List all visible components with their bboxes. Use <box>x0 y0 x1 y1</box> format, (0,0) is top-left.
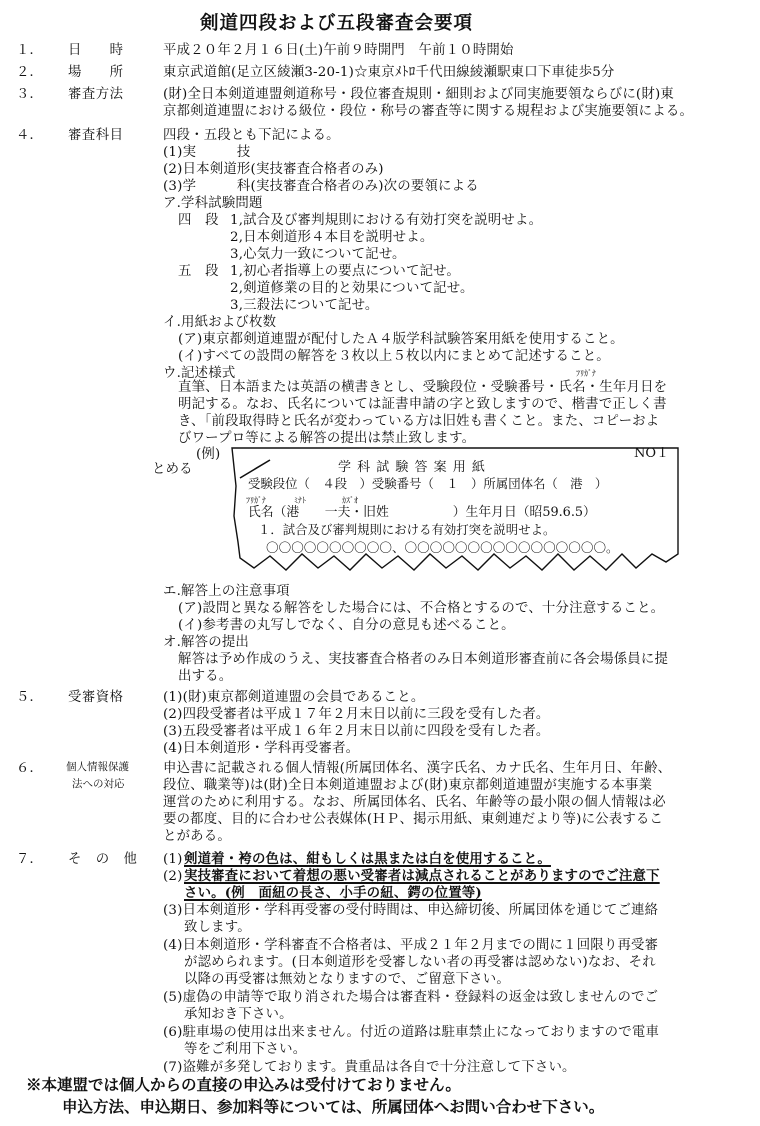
section-4-number: ４. <box>16 128 34 143</box>
privacy-line-3: 運営のために利用する。なお、所属団体名、氏名、年齢等の最小限の個人情報は必 <box>163 795 666 810</box>
section-7-label: そ の 他 <box>68 852 138 867</box>
other-2-line-2: さい。(例 面紐の長さ、小手の紐、鍔の位置等) <box>184 885 482 901</box>
godan-question-2: 2,剣道修業の目的と効果について記せ。 <box>230 281 474 296</box>
section-4-item-1: (1)実 技 <box>163 145 251 160</box>
section-6-number: ６. <box>16 761 34 776</box>
answer-notes-heading: エ.解答上の注意事項 <box>163 584 290 599</box>
section-4-item-2: (2)日本剣道形(実技審査合格者のみ) <box>163 162 384 177</box>
format-line-4: びワープロ等による解答の提出は禁止致します。 <box>178 431 476 446</box>
section-2-number: ２. <box>16 65 34 80</box>
paper-rule-1: (ア)東京都剣道連盟が配付したＡ４版学科試験答案用紙を使用すること。 <box>178 332 624 347</box>
section-5-number: ５. <box>16 690 34 705</box>
eligibility-1: (1)(財)東京都剣道連盟の会員であること。 <box>163 690 425 705</box>
section-7-number: ７. <box>16 852 34 867</box>
other-5-line-2: 承知おき下さい。 <box>184 1007 293 1022</box>
eligibility-4: (4)日本剣道形・学科再受審者。 <box>163 741 360 756</box>
privacy-line-1: 申込書に記載される個人情報(所属団体名、漢字氏名、カナ氏名、生年月日、年齢、 <box>163 761 672 776</box>
format-heading: ウ.記述様式 <box>163 366 236 381</box>
eligibility-2: (2)四段受審者は平成１７年２月末日以前に三段を受有した者。 <box>163 707 550 722</box>
other-1-text: 剣道着・袴の色は、紺もしくは黒または白を使用すること。 <box>184 851 551 867</box>
form-title: 学 科 試 験 答 案 用 紙 <box>338 460 486 475</box>
section-5-label: 受審資格 <box>68 690 124 705</box>
godan-question-1: 1,初心者指導上の要点について記せ。 <box>230 264 460 279</box>
furigana-ruby: ﾌﾘｶﾞﾅ <box>576 369 596 378</box>
privacy-line-5: とがある。 <box>163 829 231 844</box>
form-ruby-furigana: ﾌﾘｶﾞﾅ <box>246 496 266 505</box>
paper-heading: イ.用紙および枚数 <box>163 315 277 330</box>
form-row-name: 氏名（港 一夫・旧姓 ）生年月日（昭59.6.5） <box>248 505 596 520</box>
section-4-item-3: (3)学 科(実技審査合格者のみ)次の要領による <box>163 179 479 194</box>
submission-heading: オ.解答の提出 <box>163 635 249 650</box>
section-4-intro: 四段・五段とも下記による。 <box>163 128 340 143</box>
format-line-1: 直筆、日本語または英語の横書きとし、受験段位・受験番号・氏名・生年月日を <box>178 380 668 395</box>
yondan-question-1: 1,試合及び審判規則における有効打突を説明せよ。 <box>230 213 543 228</box>
section-2-label: 場 所 <box>68 65 124 80</box>
section-2-text: 東京武道館(足立区綾瀬3-20-1)☆東京ﾒﾄﾛ千代田線綾瀬駅東口下車徒歩5分 <box>163 65 615 80</box>
section-3-label: 審査方法 <box>68 87 124 102</box>
other-3-line-2: 致します。 <box>184 920 251 935</box>
exam-questions-heading: ア.学科試験問題 <box>163 196 263 211</box>
yondan-question-2: 2,日本剣道形４本目を説明せよ。 <box>230 230 434 245</box>
answer-note-1: (ア)設問と異なる解答をした場合には、不合格とするので、十分注意すること。 <box>178 601 665 616</box>
submission-line-2: 出する。 <box>178 669 233 684</box>
section-6-label-line-1: 個人情報保護 <box>66 761 129 773</box>
staple-label: とめる <box>152 462 193 477</box>
other-2-line-1: 実技審査において着想の悪い受審者は減点されることがありますのでご注意下 <box>184 868 660 884</box>
other-3-line-1: (3)日本剣道形・学科再受審の受付時間は、申込締切後、所属団体を通じてご連絡 <box>163 903 659 918</box>
footer-notice-1: ※本連盟では個人からの直接の申込みは受付けておりません。 <box>26 1075 461 1094</box>
footer-notice-2: 申込方法、申込期日、参加料等については、所属団体へお問い合わせ下さい。 <box>62 1097 605 1116</box>
format-line-2: 明記する。なお、氏名については証書申請の字と致しますので、楷書で正しく書 <box>178 397 667 412</box>
other-1-number: (1) <box>163 852 183 867</box>
other-4-line-3: 以降の再受審は無効となりますので、ご留意下さい。 <box>184 972 510 987</box>
other-4-line-2: が認められます。(日本剣道形を受審しない者の再受審は認めない)なお、それ <box>184 955 656 970</box>
section-4-label: 審査科目 <box>68 128 124 143</box>
other-5-line-1: (5)虚偽の申請等で取り消された場合は審査料・登録料の返金は致しませんのでご <box>163 990 659 1005</box>
answer-note-2: (イ)参考書の丸写しでなく、自分の意見も述べること。 <box>178 618 515 633</box>
godan-question-3: 3,三殺法について記せ。 <box>230 298 379 313</box>
section-3-line-2: 京都剣道連盟における級位・段位・称号の審査等に関する規程および実施要領による。 <box>163 104 694 119</box>
submission-line-1: 解答は予め作成のうえ、実技審査合格者のみ日本剣道形審査前に各会場係員に提 <box>178 652 669 667</box>
example-label: (例) <box>196 447 221 462</box>
other-7: (7)盗難が多発しております。貴重品は各自で十分注意して下さい。 <box>163 1060 576 1075</box>
page-title: 剣道四段および五段審査会要項 <box>200 13 474 34</box>
section-6-label-line-2: 法への対応 <box>72 778 125 790</box>
privacy-line-2: 段位、職業等)は(財)全日本剣道連盟および(財)東京都剣道連盟が実施する本事業 <box>163 778 653 793</box>
eligibility-3: (3)五段受審者は平成１６年２月末日以前に四段を受有した者。 <box>163 724 550 739</box>
format-line-3: き、「前段取得時と氏名が変わっている方は旧姓も書くこと。また、コピーおよ <box>178 414 660 429</box>
form-ruby-minato: ﾐﾅﾄ <box>294 496 306 505</box>
paper-rule-2: (イ)すべての設問の解答を３枚以上５枚以内にまとめて記述すること。 <box>178 349 610 364</box>
section-1-number: １. <box>16 43 34 58</box>
godan-label: 五 段 <box>178 264 219 279</box>
form-row-exam-info: 受験段位（ ４段 ）受験番号（ １ ）所属団体名（ 港 ） <box>248 476 608 491</box>
other-6-line-2: 等をご利用下さい。 <box>184 1042 307 1057</box>
form-page-number: NO１ <box>634 446 670 461</box>
section-1-text: 平成２０年２月１６日(土)午前９時開門 午前１０時開始 <box>163 43 514 58</box>
form-ruby-kazuo: ｶｽﾞｵ <box>342 496 358 505</box>
privacy-line-4: 要の都度、目的に合わせ公表媒体(ＨＰ、掲示用紙、東剣連だより等)に公表するこ <box>163 812 664 827</box>
other-2-number: (2) <box>163 869 183 884</box>
yondan-question-3: 3,心気力一致について記せ。 <box>230 247 406 262</box>
yondan-label: 四 段 <box>178 213 219 228</box>
section-1-label: 日 時 <box>68 43 124 58</box>
form-row-answer: 〇〇〇〇〇〇〇〇〇〇、〇〇〇〇〇〇〇〇〇〇〇〇〇〇〇〇。 <box>266 540 619 555</box>
section-3-number: ３. <box>16 87 34 102</box>
section-3-line-1: (財)全日本剣道連盟剣道称号・段位審査規則・細則および同実施要領ならびに(財)東 <box>163 87 674 102</box>
other-6-line-1: (6)駐車場の使用は出来ません。付近の道路は駐車禁止になっておりますので電車 <box>163 1025 660 1040</box>
form-row-question: １．試合及び審判規則における有効打突を説明せよ。 <box>258 522 556 537</box>
other-4-line-1: (4)日本剣道形・学科審査不合格者は、平成２１年２月までの間に１回限り再受審 <box>163 938 659 953</box>
